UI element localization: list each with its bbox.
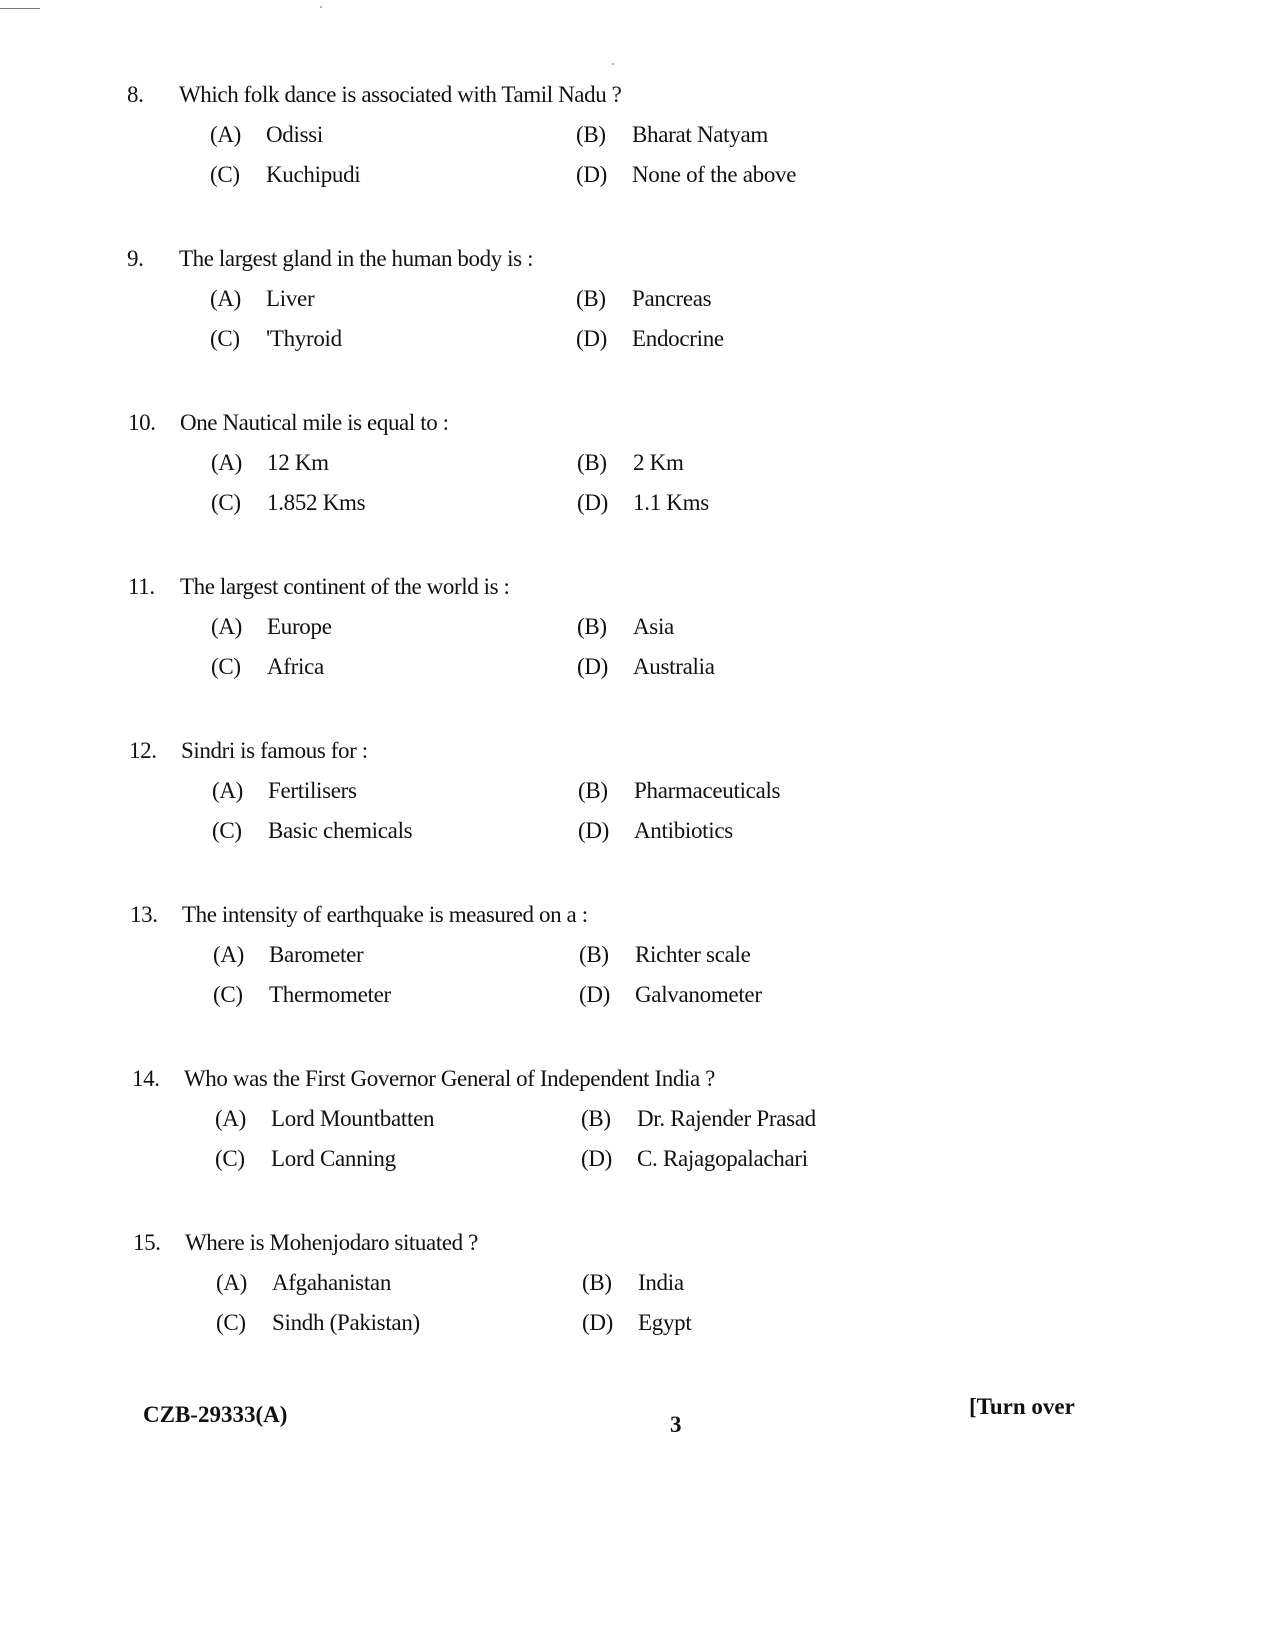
answer-option: [581, 1106, 915, 1146]
paper-code: CZB-29333(A): [143, 1402, 288, 1427]
option-text: None of the above: [632, 162, 797, 187]
answer-option: [578, 818, 912, 858]
option-text: Egypt: [638, 1310, 692, 1335]
question-block: [0, 82, 1275, 246]
option-text: Kuchipudi: [266, 162, 361, 187]
option-text: 1.1 Kms: [633, 490, 709, 515]
question-block: [0, 246, 1275, 410]
scan-speck: [320, 6, 322, 8]
question-text: Who was the First Governor General of Independent India ?: [184, 1066, 715, 1091]
option-text: Dr. Rajender Prasad: [637, 1106, 816, 1131]
turn-over-note: [Turn over: [969, 1394, 1075, 1419]
answer-option: [577, 490, 911, 530]
option-text: Liver: [266, 286, 315, 311]
option-label: (A): [215, 1106, 247, 1131]
options-grid: [212, 778, 912, 858]
question-line: [127, 246, 533, 280]
question-text: The intensity of earthquake is measured on a :: [182, 902, 588, 927]
option-text: C. Rajagopalachari: [637, 1146, 808, 1171]
question-text: Sindri is famous for :: [181, 738, 368, 763]
answer-option: [582, 1310, 916, 1350]
scan-speck: [612, 63, 614, 65]
answer-option: [211, 490, 577, 530]
question-line: [133, 1230, 478, 1264]
answer-option: [210, 286, 576, 326]
answer-option: [212, 778, 578, 818]
answer-option: [210, 162, 576, 202]
answer-option: [213, 982, 579, 1022]
option-label: (A): [210, 122, 242, 147]
answer-option: [576, 162, 910, 202]
option-text: Sindh (Pakistan): [272, 1310, 420, 1335]
option-text: Basic chemicals: [268, 818, 413, 843]
answer-option: [579, 942, 913, 982]
options-grid: [210, 122, 910, 202]
options-grid: [211, 614, 911, 694]
answer-option: [211, 450, 577, 490]
option-label: (B): [577, 450, 607, 475]
option-text: India: [638, 1270, 684, 1295]
option-text: Richter scale: [635, 942, 751, 967]
option-label: (D): [579, 982, 611, 1007]
answer-option: [216, 1270, 582, 1310]
option-label: (A): [211, 614, 243, 639]
option-label: (B): [576, 286, 606, 311]
question-block: [0, 902, 1275, 1066]
option-text: Africa: [267, 654, 324, 679]
answer-option: [212, 818, 578, 858]
question-number: 12.: [129, 738, 157, 763]
answer-option: [576, 286, 910, 326]
option-label: (B): [582, 1270, 612, 1295]
option-label: (D): [582, 1310, 614, 1335]
option-text: Pharmaceuticals: [634, 778, 781, 803]
option-text: Australia: [633, 654, 715, 679]
answer-option: [582, 1270, 916, 1310]
option-text: Odissi: [266, 122, 323, 147]
page-footer: [0, 1394, 1275, 1442]
question-number: 15.: [133, 1230, 161, 1255]
option-label: (B): [576, 122, 606, 147]
question-number: 14.: [132, 1066, 160, 1091]
option-label: (D): [578, 818, 610, 843]
option-label: (D): [576, 326, 608, 351]
options-grid: [211, 450, 911, 530]
question-text: Which folk dance is associated with Tamil Nadu ?: [179, 82, 622, 107]
option-text: Asia: [633, 614, 674, 639]
option-label: (B): [579, 942, 609, 967]
answer-option: [215, 1146, 581, 1186]
option-label: (C): [215, 1146, 245, 1171]
option-text: Fertilisers: [268, 778, 357, 803]
answer-option: [215, 1106, 581, 1146]
answer-option: [576, 122, 910, 162]
question-number: 8.: [127, 82, 144, 107]
question-number: 13.: [130, 902, 158, 927]
answer-option: [576, 326, 910, 366]
option-label: (B): [577, 614, 607, 639]
answer-option: [579, 982, 913, 1022]
answer-option: [578, 778, 912, 818]
option-label: (A): [212, 778, 244, 803]
option-label: (A): [216, 1270, 248, 1295]
option-text: Lord Mountbatten: [271, 1106, 435, 1131]
option-label: (B): [581, 1106, 611, 1131]
option-label: (A): [213, 942, 245, 967]
answer-option: [210, 326, 576, 366]
question-number: 10.: [128, 410, 156, 435]
question-block: [0, 410, 1275, 574]
option-text: Thermometer: [269, 982, 391, 1007]
option-text: Bharat Natyam: [632, 122, 768, 147]
option-label: (C): [212, 818, 242, 843]
option-label: (D): [581, 1146, 613, 1171]
answer-option: [577, 614, 911, 654]
question-text: The largest gland in the human body is :: [179, 246, 534, 271]
option-label: (D): [577, 490, 609, 515]
question-block: [0, 574, 1275, 738]
answer-option: [211, 654, 577, 694]
option-text: 1.852 Kms: [267, 490, 366, 515]
option-label: (D): [577, 654, 609, 679]
option-label: (C): [213, 982, 243, 1007]
option-text: Afgahanistan: [272, 1270, 392, 1295]
options-grid: [216, 1270, 916, 1350]
corner-rule: [0, 8, 40, 9]
option-label: (C): [210, 326, 240, 351]
answer-option: [581, 1146, 915, 1186]
question-text: The largest continent of the world is :: [180, 574, 510, 599]
options-grid: [213, 942, 913, 1022]
option-label: (C): [211, 490, 241, 515]
option-label: (C): [216, 1310, 246, 1335]
question-list: [0, 82, 1275, 1394]
option-label: (B): [578, 778, 608, 803]
option-label: (A): [210, 286, 242, 311]
question-line: [127, 82, 621, 116]
option-text: Antibiotics: [634, 818, 733, 843]
option-text: Europe: [267, 614, 332, 639]
option-text: Endocrine: [632, 326, 724, 351]
question-line: [128, 574, 510, 608]
option-text: Pancreas: [632, 286, 712, 311]
option-text: Barometer: [269, 942, 364, 967]
page-number: 3: [670, 1412, 682, 1437]
answer-option: [216, 1310, 582, 1350]
question-text: One Nautical mile is equal to :: [180, 410, 449, 435]
question-block: [0, 1230, 1275, 1394]
answer-option: [211, 614, 577, 654]
question-block: [0, 738, 1275, 902]
option-label: (C): [210, 162, 240, 187]
question-number: 11.: [128, 574, 155, 599]
answer-option: [213, 942, 579, 982]
question-line: [132, 1066, 715, 1100]
option-label: (A): [211, 450, 243, 475]
answer-option: [210, 122, 576, 162]
question-text: Where is Mohenjodaro situated ?: [185, 1230, 478, 1255]
options-grid: [215, 1106, 915, 1186]
option-label: (C): [211, 654, 241, 679]
question-line: [130, 902, 588, 936]
option-text: 12 Km: [267, 450, 329, 475]
option-text: 2 Km: [633, 450, 684, 475]
option-text: 'Thyroid: [266, 326, 342, 351]
option-text: Lord Canning: [271, 1146, 396, 1171]
question-line: [128, 410, 449, 444]
answer-option: [577, 654, 911, 694]
option-text: Galvanometer: [635, 982, 762, 1007]
question-number: 9.: [127, 246, 144, 271]
question-line: [129, 738, 368, 772]
option-label: (D): [576, 162, 608, 187]
options-grid: [210, 286, 910, 366]
answer-option: [577, 450, 911, 490]
question-block: [0, 1066, 1275, 1230]
